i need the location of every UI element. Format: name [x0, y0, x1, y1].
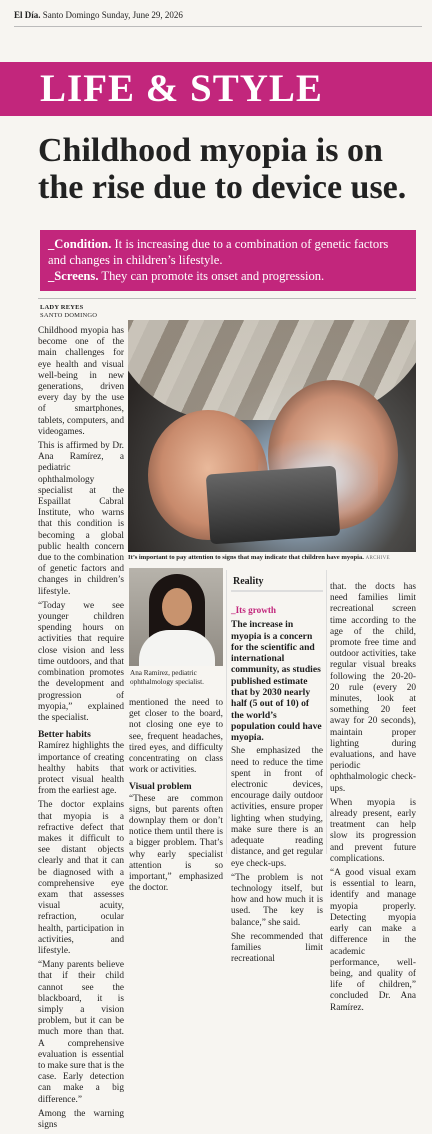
paragraph: Childhood myopia has become one of the main challenges for eye health and visual well-being in new generations, driven every day by the use of smartphones, tablets, computers, and videogames.	[38, 326, 124, 437]
column-divider	[326, 570, 327, 854]
section-label: LIFE & STYLE	[40, 67, 323, 110]
deck-divider	[38, 298, 416, 299]
subheading-its-growth: _Its growth	[231, 605, 277, 615]
paragraph: She recommended that families limit recreational	[231, 931, 323, 965]
deck-lead: _Condition.	[48, 237, 112, 251]
reality-title: Reality	[233, 576, 264, 587]
deck-lead: _Screens.	[48, 269, 99, 283]
author-name: LADY REYES	[40, 304, 84, 311]
byline	[40, 304, 97, 320]
paragraph: that. the docts has need families limit recreational screen time according to the age of the child, promote free time and outdoor activities, take regular visual breaks following the 20-20-20 rule (every 20 minutes, look at something 20 feet away for 20 seconds), maintain proper lighting during evaluations, and have periodic ophthalmologic check-ups.	[330, 582, 416, 794]
main-photo-children-tablet	[128, 320, 416, 552]
paragraph: “Many parents believe that if their child cannot see the blackboard, it is simply a vision problem, but it can be much more than that. A comprehensive evaluation is essential to make sure that is the case. Early detection can make a big difference.”	[38, 960, 124, 1105]
paragraph: Among the warning signs	[38, 1108, 124, 1131]
subheading-better-habits: Better habits	[38, 729, 91, 741]
section-banner	[0, 62, 432, 116]
article-column-2	[129, 698, 223, 897]
article-column-1	[38, 326, 124, 1134]
article-column-3	[231, 605, 323, 968]
subheading-visual-problem: Visual problem	[129, 781, 192, 793]
dateline: Santo Domingo Sunday, June 29, 2026	[42, 10, 183, 20]
paragraph: “A good visual exam is essential to learn, identify and manage myopia properly. Detecting myopia early can make a difference in the academic performance, well-being, and quality of life of children,” concluded Dr. Ana Ramírez.	[330, 868, 416, 1013]
paragraph: mentioned the need to get closer to the board, not closing one eye to see, frequent headaches, tired eyes, and difficulty concentrating on class work or activities.	[129, 698, 223, 776]
article-column-4	[330, 582, 416, 1017]
paragraph: The doctor explains that myopia is a refractive defect that makes it difficult to see distant objects clearly and that it can be diagnosed with a comprehensive eye exam that assesses visual acuity, refraction, ocular health, participation in activities, and lifestyle.	[38, 800, 124, 956]
masthead-divider	[14, 26, 422, 27]
newspaper-name: El Día.	[14, 10, 41, 20]
article-deck	[40, 230, 416, 291]
paragraph: When myopia is already present, early treatment can help slow its progression and prevent future complications.	[330, 797, 416, 864]
deck-text: It is increasing due to a combination of genetic factors and changes in children’s lifestyle.	[48, 237, 389, 267]
paragraph: She emphasized the need to reduce the time spent in front of electronic devices, encourage daily outdoor activities, ensure proper lighting when studying, make sure there is an adequate reading distance, and get regular eye check-ups.	[231, 746, 323, 869]
photo-credit: ARCHIVE	[365, 556, 390, 561]
portrait-photo	[129, 568, 223, 666]
paragraph: This is affirmed by Dr. Ana Ramírez, a pediatric ophthalmology specialist at the Espaillat Cabral Institute, who warns that this condition is becoming a global public health concern due to the combination of genetic factors and changes in children’s lifestyle.	[38, 441, 124, 597]
column-divider	[226, 570, 227, 854]
paragraph: “The problem is not technology itself, but how and how much it is used. The key is balance,” she said.	[231, 872, 323, 928]
masthead	[14, 10, 422, 20]
byline-place: SANTO DOMINGO	[40, 312, 98, 319]
portrait-face	[162, 588, 192, 626]
deck-text: They can promote its onset and progression.	[98, 269, 325, 283]
photo-tablet	[206, 466, 341, 545]
deck-item-condition	[48, 236, 408, 268]
portrait-caption: Ana Ramírez, pediatric ophthalmology specialist.	[130, 669, 204, 686]
article-headline: Childhood myopia is on the rise due to device use.	[38, 132, 407, 206]
paragraph: “These are common signs, but parents often downplay them or don’t notice them until there is a bigger problem. That’s why early specialist attention is so important,” emphasized the doctor.	[129, 793, 223, 894]
photo-caption	[128, 554, 416, 563]
paragraph: Ramírez highlights the importance of creating healthy habits that protect visual health from the earliest age.	[38, 741, 124, 797]
deck-item-screens	[48, 268, 408, 284]
highlight-paragraph: The increase in myopia is a concern for the scientific and international community, as studies published estimate that by 2030 nearly half (5 out of 10) of the world’s population could have myopia.	[231, 619, 322, 744]
reality-divider	[231, 590, 323, 592]
caption-text: It’s important to pay attention to signs that may indicate that children have myopia.	[128, 554, 364, 561]
paragraph: “Today we see younger children spending hours on activities that require close vision and less time outdoors, and that combination promotes the development and progression of myopia,” explained the specialist.	[38, 600, 124, 723]
